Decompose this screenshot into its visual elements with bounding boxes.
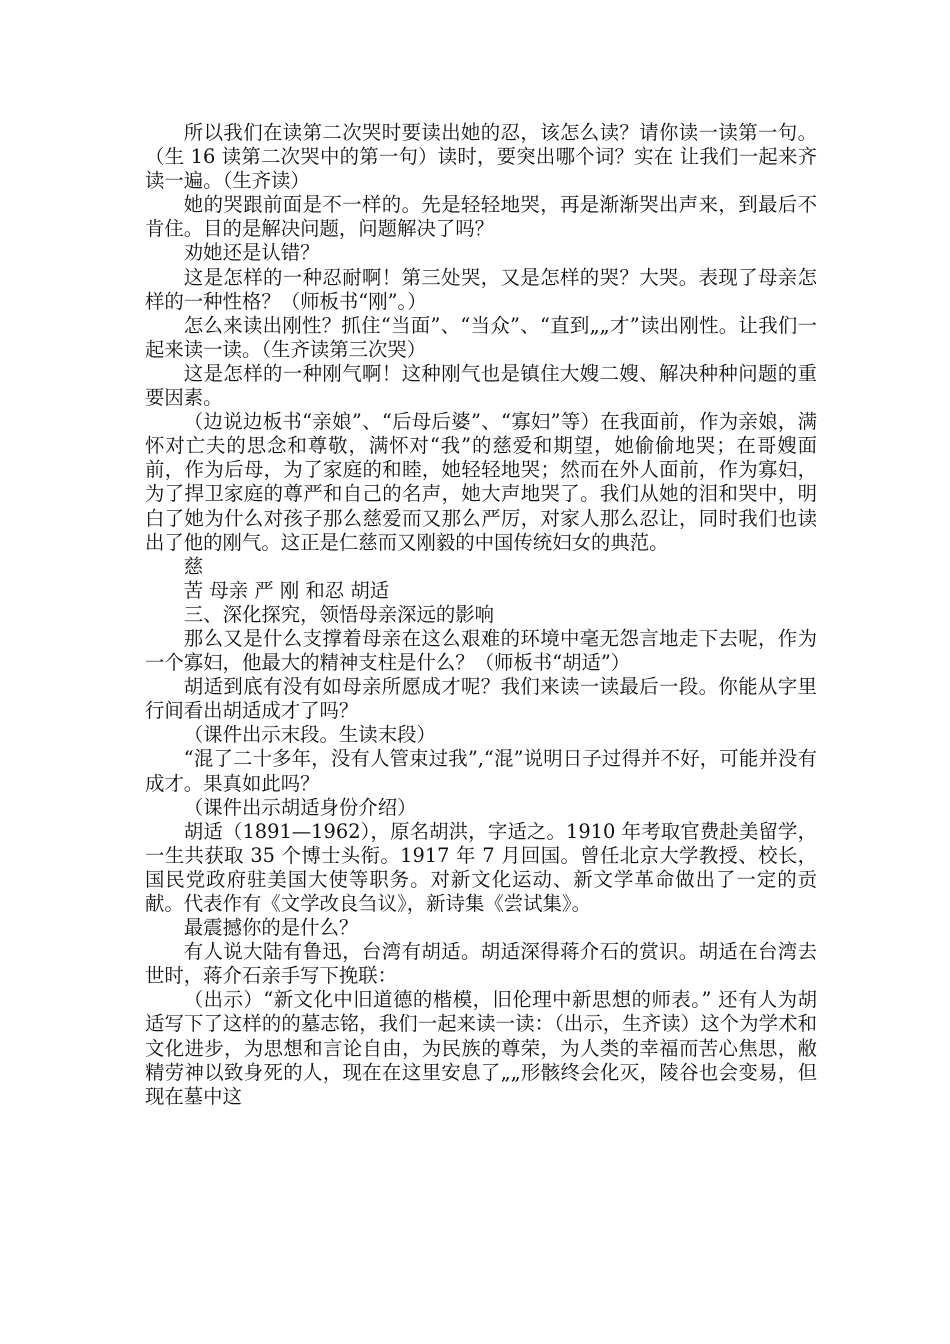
paragraph-16: （出示）“新文化中旧道德的楷模，旧伦理中新思想的师表。” 还有人为胡适写下了这样的的墓志铭，我们一起来读一读：（出示，生齐读）这个为学术和文化进步，为思想和言论自由，为民族的尊荣，为人类的幸福而苦心焦思，敝精劳神以致身死的人，现在在这里安息了„„形骸终会化灭，陵谷也会变易，但现在墓中这 bbox=[145, 988, 817, 1108]
paragraph-5: 怎么来读出刚性？抓住“当面”、“当众”、“直到„„才”读出刚性。让我们一起来读一读。（生齐读第三次哭） bbox=[145, 313, 817, 361]
paragraph-3: 劝她还是认错？ bbox=[183, 241, 320, 265]
paragraph-6: 这是怎样的一种刚气啊！这种刚气也是镇住大嫂二嫂、解决种种问题的重要因素。 bbox=[145, 361, 817, 410]
board-line-1: 慈 bbox=[183, 554, 204, 578]
paragraph-12: （课件出示胡适身份介绍） bbox=[183, 795, 417, 819]
paragraph-8: 那么又是什么支撑着母亲在这么艰难的环境中毫无怨言地走下去呢，作为一个寡妇，他最大的精神支柱是什么？（师板书“胡适”） bbox=[145, 626, 817, 675]
section-heading: 三、深化探究，领悟母亲深远的影响 bbox=[183, 602, 495, 626]
blackboard-notes bbox=[145, 555, 817, 603]
paragraph-2: 她的哭跟前面是不一样的。先是轻轻地哭，再是渐渐哭出声来，到最后不肯住。目的是解决问题，问题解决了吗？ bbox=[145, 193, 817, 241]
document-body bbox=[145, 121, 817, 1109]
paragraph-11: “混了二十多年，没有人管束过我”,“混”说明日子过得并不好，可能并没有成才。果真如此吗？ bbox=[145, 747, 817, 795]
board-line-2: 苦 母亲 严 刚 和忍 胡适 bbox=[183, 578, 390, 602]
paragraph-7: （边说边板书“亲娘”、“后母后婆”、“寡妇”等）在我面前，作为亲娘，满怀对亡夫的思念和尊敬，满怀对“我”的慈爱和期望，她偷偷地哭；在哥嫂面前，作为后母，为了家庭的和睦，她轻轻地哭；然而在外人面前，作为寡妇，为了捍卫家庭的尊严和自己的名声，她大声地哭了。我们从她的泪和哭中，明白了她为什么对孩子那么慈爱而又那么严厉，对家人那么忍让，同时我们也读出了他的刚气。这正是仁慈而又刚毅的中国传统妇女的典范。 bbox=[145, 410, 817, 554]
paragraph-13: 胡适（1891—1962），原名胡洪，字适之。1910 年考取官费赴美留学，一生共获取 35 个博士头衔。1917 年 7 月回国。曾任北京大学教授、校长，国民党政府驻美国大使等职务。对新文化运动、新文学革命做出了一定的贡献。代表作有《文学改良刍议》，新诗集《尝试集》。 bbox=[145, 819, 817, 915]
paragraph-1: 所以我们在读第二次哭时要读出她的忍，该怎么读？请你读一读第一句。（生 16 读第二次哭中的第一句）读时，要突出哪个词？实在 让我们一起来齐读一遍。（生齐读） bbox=[145, 121, 817, 193]
paragraph-15: 有人说大陆有鲁迅，台湾有胡适。胡适深得蒋介石的赏识。胡适在台湾去世时，蒋介石亲手写下挽联： bbox=[145, 940, 817, 988]
paragraph-4: 这是怎样的一种忍耐啊！第三处哭，又是怎样的哭？大哭。表现了母亲怎样的一种性格？（师板书“刚”。） bbox=[145, 265, 817, 313]
paragraph-10: （课件出示末段。生读末段） bbox=[183, 723, 436, 747]
paragraph-9: 胡适到底有没有如母亲所愿成才呢？我们来读一读最后一段。你能从字里行间看出胡适成才了吗？ bbox=[145, 675, 817, 723]
paragraph-14: 最震撼你的是什么？ bbox=[183, 916, 359, 940]
